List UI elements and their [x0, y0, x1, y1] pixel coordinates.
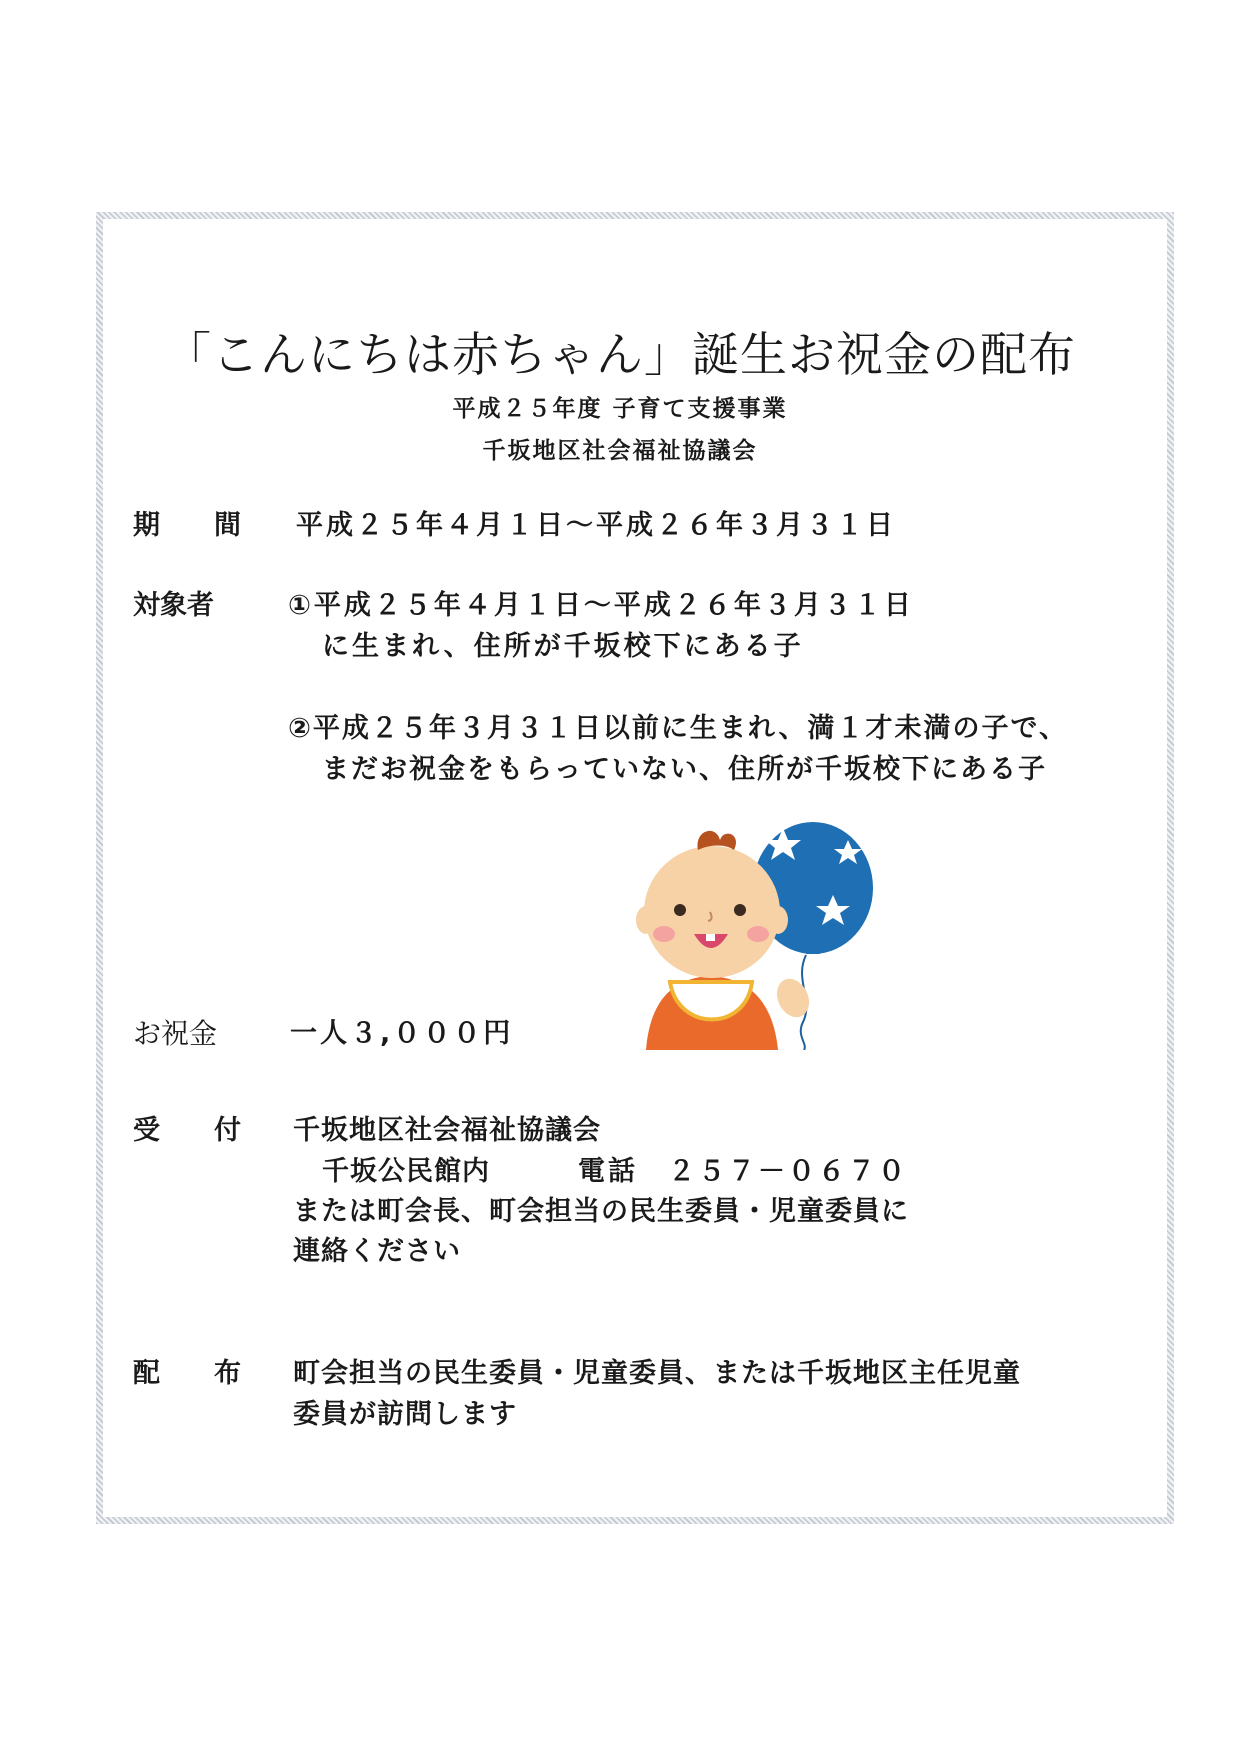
distribution-line2: 委員が訪問します — [293, 1399, 517, 1430]
eligibility-item1-line1: ①平成２５年４月１日～平成２６年３月３１日 — [288, 590, 914, 621]
distribution-label: 配 布 — [133, 1358, 241, 1389]
subtitle-program: 平成２５年度 子育て支援事業 — [452, 396, 788, 422]
eligibility-item2-line1: ②平成２５年３月３１日以前に生まれ、満１才未満の子で、 — [288, 713, 1068, 744]
eligibility-item2-line2: まだお祝金をもらっていない、住所が千坂校下にある子 — [322, 754, 1047, 785]
reception-label: 受 付 — [133, 1115, 241, 1146]
page-title: 「こんにちは赤ちゃん」誕生お祝金の配布 — [164, 328, 1076, 383]
period-label: 期 間 — [133, 510, 241, 541]
reception-organizer: 千坂地区社会福祉協議会 — [293, 1115, 601, 1146]
gift-value: 一人３,０００円 — [290, 1018, 514, 1049]
reception-place: 千坂公民館内 — [322, 1156, 490, 1187]
period-value: 平成２５年４月１日～平成２６年３月３１日 — [296, 510, 896, 541]
gift-label: お祝金 — [133, 1017, 218, 1050]
subtitle-organizer: 千坂地区社会福祉協議会 — [482, 438, 758, 464]
reception-contact-line2: 連絡ください — [293, 1236, 461, 1267]
baby-with-balloon-illustration — [618, 800, 878, 1050]
eligibility-item1-line2: に生まれ、住所が千坂校下にある子 — [322, 631, 804, 662]
eligibility-label: 対象者 — [133, 590, 214, 621]
distribution-line1: 町会担当の民生委員・児童委員、または千坂地区主任児童 — [293, 1358, 1021, 1389]
reception-phone: 電話 ２５７－０６７０ — [578, 1156, 908, 1187]
reception-contact-line1: または町会長、町会担当の民生委員・児童委員に — [293, 1196, 909, 1227]
